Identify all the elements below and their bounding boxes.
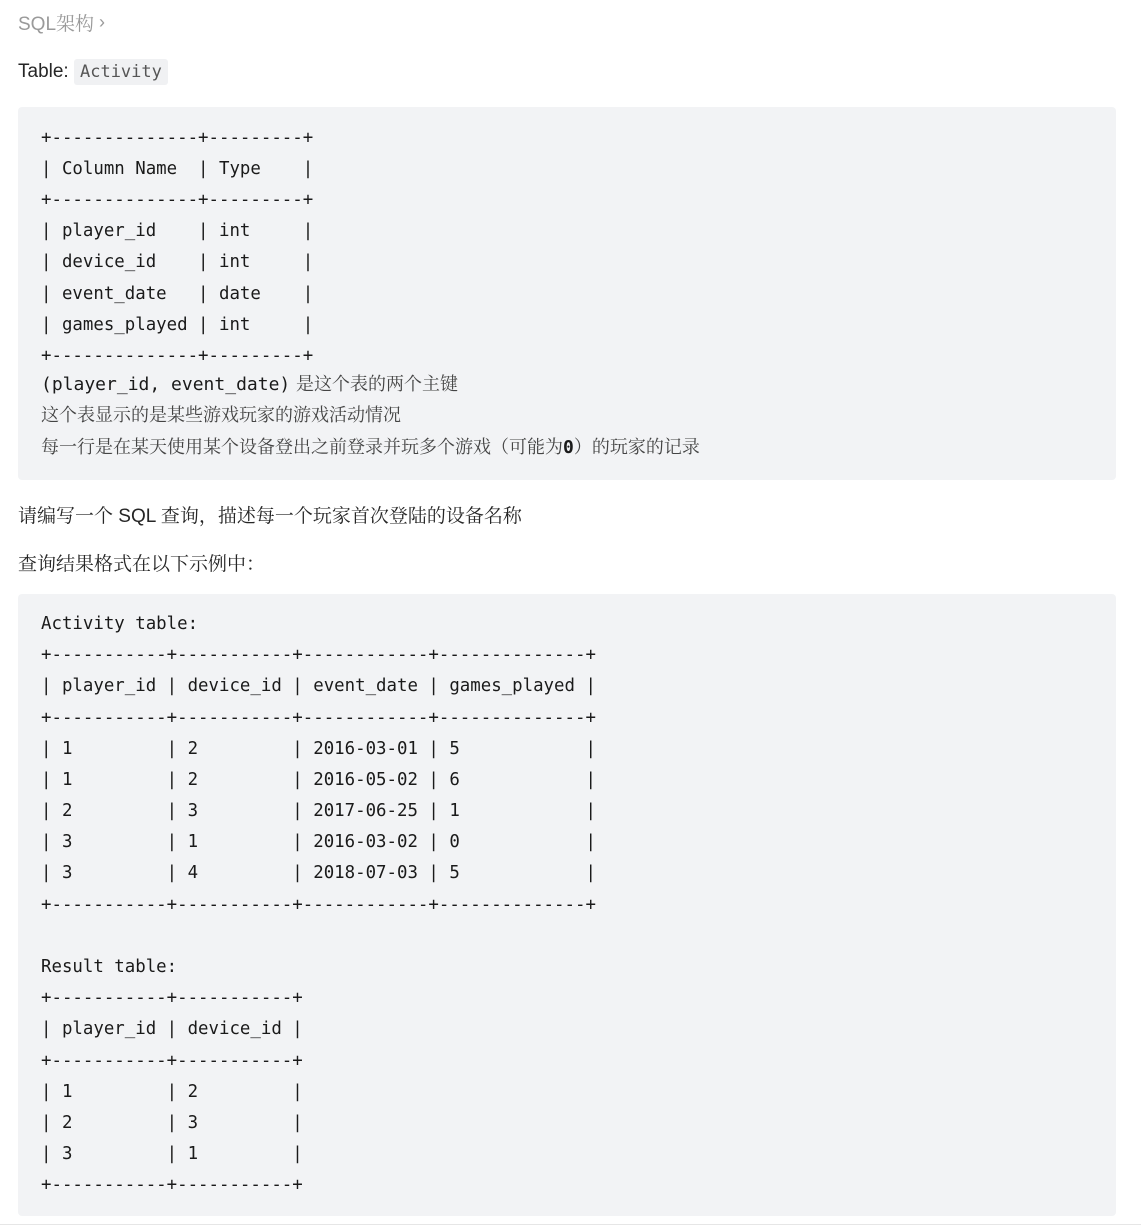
primary-key-text: 是这个表的两个主键 (290, 374, 458, 395)
example-line: | 2 | 3 | 2017-06-25 | 1 | (41, 801, 596, 821)
row-note-code: 0 (563, 437, 574, 458)
question-text: 请编写一个 SQL 查询，描述每一个玩家首次登陆的设备名称 (18, 506, 522, 527)
format-note: 查询结果格式在以下示例中： (18, 554, 266, 575)
schema-line: | games_played | int | (41, 315, 314, 335)
primary-key-code: (player_id, event_date) (41, 374, 291, 395)
example-line: +-----------+-----------+ (41, 1175, 303, 1195)
example-line: +-----------+-----------+------------+--------------+ (41, 708, 596, 728)
row-description-note (41, 437, 700, 459)
schema-line: | Column Name | Type | (41, 159, 314, 179)
schema-code-block (18, 107, 1116, 480)
table-name-code: Activity (74, 59, 168, 85)
schema-line: +--------------+---------+ (41, 128, 314, 148)
example-line: | 3 | 4 | 2018-07-03 | 5 | (41, 863, 596, 883)
example-line: +-----------+-----------+------------+--------------+ (41, 895, 596, 915)
schema-line: +--------------+---------+ (41, 346, 314, 366)
example-line: | 1 | 2 | 2016-03-01 | 5 | (41, 739, 596, 759)
divider (0, 1224, 1141, 1225)
breadcrumb-label: SQL架构 (18, 14, 95, 35)
schema-line: | event_date | date | (41, 284, 314, 304)
breadcrumb[interactable] (18, 9, 105, 36)
example-line: Result table: (41, 957, 178, 977)
example-line: | player_id | device_id | (41, 1019, 303, 1039)
primary-key-note (41, 374, 458, 396)
example-line: | 1 | 2 | 2016-05-02 | 6 | (41, 770, 596, 790)
example-line: | 3 | 1 | 2016-03-02 | 0 | (41, 832, 596, 852)
example-line: | 2 | 3 | (41, 1113, 303, 1133)
table-intro (18, 61, 168, 83)
schema-line: +--------------+---------+ (41, 190, 314, 210)
example-line: +-----------+-----------+------------+--------------+ (41, 645, 596, 665)
chevron-right-icon: › (99, 12, 106, 32)
example-line: | 1 | 2 | (41, 1082, 303, 1102)
example-line: | player_id | device_id | event_date | games_played | (41, 676, 596, 696)
example-line: | 3 | 1 | (41, 1144, 303, 1164)
schema-line: | player_id | int | (41, 221, 314, 241)
table-description-note: 这个表显示的是某些游戏玩家的游戏活动情况 (41, 405, 401, 426)
table-intro-prefix: Table: (18, 61, 74, 82)
row-note-before: 每一行是在某天使用某个设备登出之前登录并玩多个游戏（可能为 (41, 437, 563, 458)
example-line: +-----------+-----------+ (41, 988, 303, 1008)
example-line: +-----------+-----------+ (41, 1051, 303, 1071)
example-code-block (18, 594, 1116, 1216)
row-note-after: ）的玩家的记录 (573, 437, 700, 458)
example-line: Activity table: (41, 614, 199, 634)
schema-line: | device_id | int | (41, 252, 314, 272)
